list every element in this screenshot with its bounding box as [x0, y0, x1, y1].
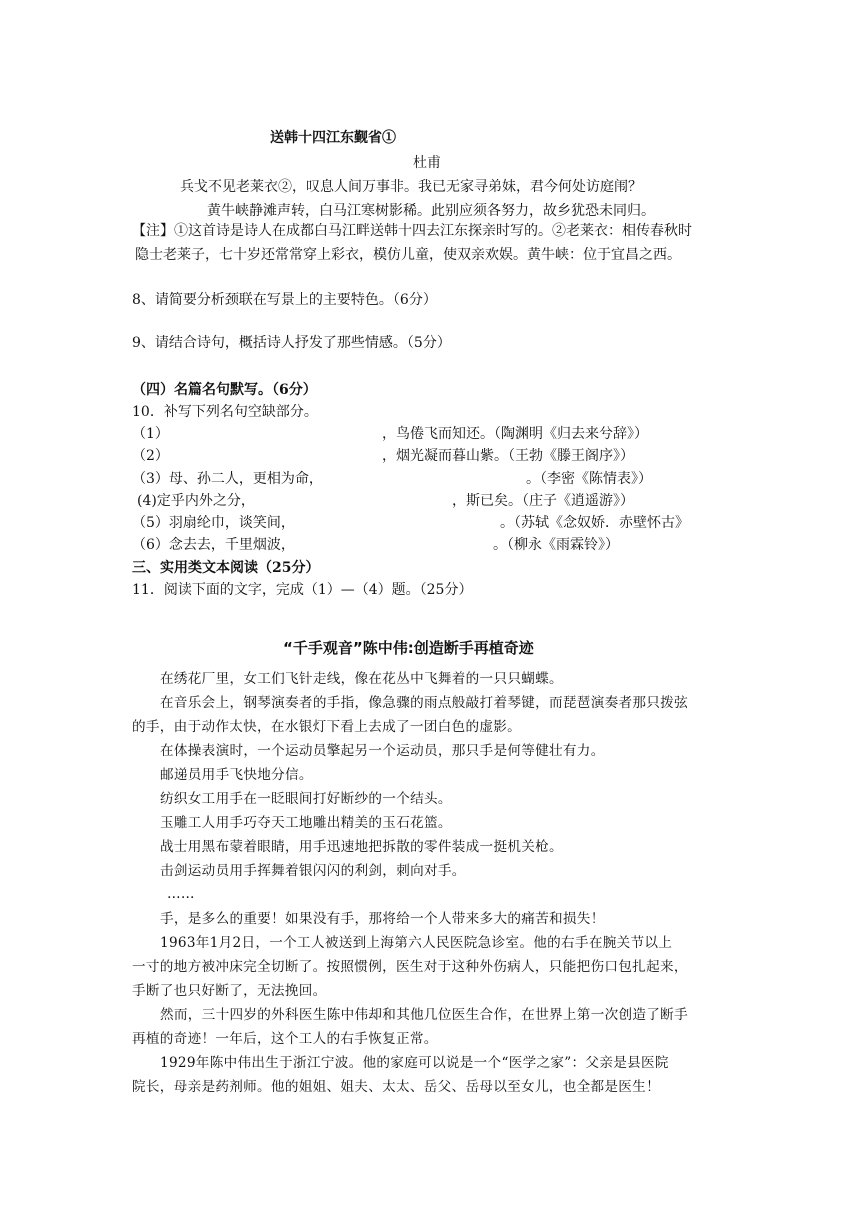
- poem-note-line-1: 【注】①这首诗是诗人在成都白马江畔送韩十四去江东探亲时写的。②老莱衣：相传春秋时: [132, 223, 692, 239]
- question-8: 8、请简要分析颈联在写景上的主要特色。（6分）: [132, 292, 437, 308]
- poem-line-2: 黄牛峡静滩声转，白马江寒树影稀。此别应须各努力，故乡犹恐未同归。: [207, 203, 655, 219]
- article-line: 战士用黑布蒙着眼睛，用手迅速地把拆散的零件装成一挺机关枪。: [160, 839, 563, 855]
- fill-item-3-right: 。（李密《陈情表》）: [526, 471, 652, 487]
- article-line: 1963年1月2日，一个工人被送到上海第六人民医院急诊室。他的右手在腕关节以上: [160, 935, 673, 951]
- poem-title: 送韩十四江东觐省①: [270, 130, 396, 146]
- article-line: 邮递员用手飞快地分信。: [160, 767, 313, 783]
- article-line: 手断了也只好断了，无法挽回。: [132, 983, 327, 999]
- section-3-heading: 三、实用类文本阅读（25分）: [132, 560, 320, 576]
- fill-item-2-left: （2）: [132, 448, 169, 464]
- article-line: 1929年陈中伟出生于浙江宁波。他的家庭可以说是一个“医学之家”：父亲是县医院: [160, 1055, 669, 1071]
- article-line: 在体操表演时，一个运动员擎起另一个运动员，那只手是何等健壮有力。: [160, 743, 605, 759]
- question-9: 9、请结合诗句，概括诗人抒发了那些情感。（5分）: [132, 335, 451, 351]
- article-ellipsis: ……: [167, 886, 195, 902]
- article-line: 然而，三十四岁的外科医生陈中伟却和其他几位医生合作，在世界上第一次创造了断手: [160, 1007, 688, 1023]
- fill-item-4-left: (4)定乎内外之分，: [137, 493, 255, 509]
- fill-item-1-left: （1）: [132, 426, 169, 442]
- article-line: 玉雕工人用手巧夺天工地雕出精美的玉石花篮。: [160, 815, 452, 831]
- poem-note-line-2: 隐士老莱子，七十岁还常常穿上彩衣，模仿儿童，使双亲欢娱。黄牛峡：位于宜昌之西。: [135, 247, 681, 263]
- poem-line-1: 兵戈不见老莱衣②，叹息人间万事非。我已无家寻弟妹，君今何处访庭闱？: [180, 179, 642, 195]
- article-line: 院长，母亲是药剂师。他的姐姐、姐夫、太太、岳父、岳母以至女儿，也全都是医生！: [132, 1079, 660, 1095]
- question-11: 11．阅读下面的文字，完成（1）—（4）题。（25分）: [132, 582, 473, 598]
- article-line: 再植的奇迹！一年后，这个工人的右手恢复正常。: [132, 1031, 438, 1047]
- article-line: 纺织女工用手在一眨眼间打好断纱的一个结头。: [160, 791, 452, 807]
- fill-item-6-right: 。（柳永《雨霖铃》）: [493, 537, 619, 553]
- article-title: “千手观音”陈中伟:创造断手再植奇迹: [283, 639, 534, 657]
- fill-item-2-right: ，烟光凝而暮山紫。（王勃《滕王阁序》）: [382, 448, 634, 464]
- article-line: 在绣花厂里，女工们飞针走线，像在花丛中飞舞着的一只只蝴蝶。: [160, 671, 563, 687]
- article-line: 在音乐会上，钢琴演奏者的手指，像急骤的雨点般敲打着琴键，而琵琶演奏者那只拨弦: [160, 695, 688, 711]
- article-line: 手，是多么的重要！如果没有手，那将给一个人带来多大的痛苦和损失！: [160, 911, 605, 927]
- article-line: 的手，由于动作太快，在水银灯下看上去成了一团白色的虚影。: [132, 719, 522, 735]
- fill-item-1-right: ，鸟倦飞而知还。（陶渊明《归去来兮辞》）: [382, 426, 648, 442]
- section-4-heading: （四）名篇名句默写。（6分）: [132, 382, 317, 398]
- article-line: 一寸的地方被冲床完全切断了。按照惯例，医生对于这种外伤病人，只能把伤口包扎起来，: [132, 959, 688, 975]
- article-line: 击剑运动员用手挥舞着银闪闪的利剑，刺向对手。: [160, 863, 466, 879]
- fill-item-5-right: 。（苏轼《念奴娇．赤壁怀古》: [500, 515, 689, 531]
- fill-item-3-left: （3）母、孙二人，更相为命，: [132, 471, 323, 487]
- fill-item-4-right: ，斯已矣。（庄子《逍遥游》）: [452, 493, 634, 509]
- question-10: 10．补写下列名句空缺部分。: [132, 404, 318, 420]
- fill-item-6-left: （6）念去去，千里烟波，: [132, 537, 295, 553]
- fill-item-5-left: （5）羽扇纶巾，谈笑间，: [132, 515, 295, 531]
- poem-author: 杜甫: [413, 155, 441, 171]
